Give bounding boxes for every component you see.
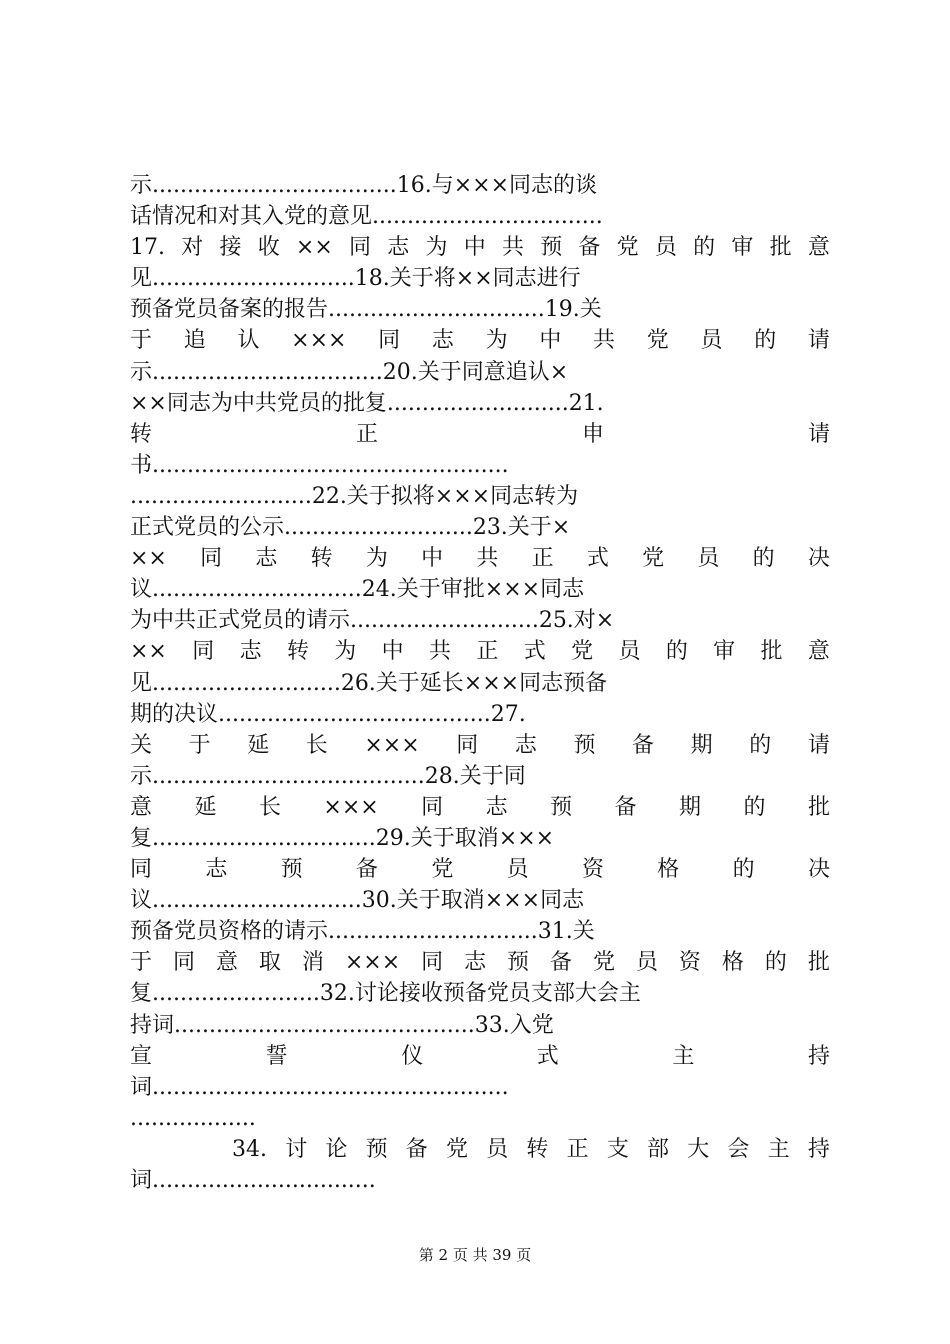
text-token: 17. [130, 235, 165, 261]
text-token: 主 [672, 1043, 695, 1069]
text-token: 中 [421, 546, 444, 572]
text-token: 党 [571, 639, 594, 665]
text-token: 决 [807, 857, 830, 883]
text-token: 取 [258, 950, 281, 976]
text-token: 预 [573, 732, 596, 758]
text-token: 共 [476, 546, 499, 572]
text-token: 员 [700, 328, 723, 354]
text-token: 党 [646, 328, 669, 354]
text-token: 34. [232, 1136, 267, 1162]
text-token: 认 [237, 328, 260, 354]
text-token: 转 [310, 546, 333, 572]
text-line: ..........................22.关于拟将×××同志转为 [130, 483, 579, 509]
text-line: 复................................29.关于取消××× [130, 825, 555, 851]
text-token: 志 [464, 950, 487, 976]
text-token: ××× [344, 950, 401, 976]
text-token: 式 [586, 546, 609, 572]
text-line: 持词...........................................33.入党 [130, 1012, 554, 1038]
text-token: 期 [690, 732, 713, 758]
text-token: 对 [181, 235, 204, 261]
text-token: 意 [807, 639, 830, 665]
text-token: 同 [130, 857, 153, 883]
text-token: 论 [325, 1136, 348, 1162]
text-token: 党 [616, 235, 639, 261]
text-token: 员 [697, 546, 720, 572]
text-line: 示.................................20.关于同意追认× [130, 359, 569, 385]
text-line: 词................................................... [130, 1074, 509, 1100]
text-line [130, 792, 830, 823]
text-token: 批 [807, 794, 830, 820]
text-line: 预备党员资格的请示..............................31.关 [130, 919, 595, 945]
text-token: 预 [540, 235, 563, 261]
text-token: 延 [194, 794, 217, 820]
text-token: 预 [550, 794, 573, 820]
text-token: 请 [807, 328, 830, 354]
text-token: 申 [581, 421, 604, 447]
text-token: 同 [192, 639, 215, 665]
text-token: 备 [355, 857, 378, 883]
text-token: 于 [130, 328, 153, 354]
text-token: ××× [291, 328, 347, 354]
text-token: 志 [205, 857, 228, 883]
text-token: 批 [769, 235, 792, 261]
text-token: 预 [365, 1136, 388, 1162]
text-line [130, 543, 830, 574]
text-token: 接 [219, 235, 242, 261]
text-token: 审 [731, 235, 754, 261]
text-token: 关 [130, 732, 153, 758]
text-token: 消 [301, 950, 324, 976]
text-token: 的 [743, 794, 766, 820]
text-line: 词................................ [130, 1168, 376, 1193]
text-token: 的 [754, 328, 777, 354]
text-token: ××× [364, 732, 420, 758]
text-token: 格 [657, 857, 680, 883]
text-token: 转 [526, 1136, 549, 1162]
text-token: 收 [257, 235, 280, 261]
text-token: 为 [334, 639, 357, 665]
text-token: 批 [760, 639, 783, 665]
text-token: 中 [463, 235, 486, 261]
text-token: 誓 [265, 1043, 288, 1069]
text-token: 同 [378, 328, 401, 354]
text-token: 党 [642, 546, 665, 572]
text-line: 议..............................24.关于审批×××同志 [130, 577, 585, 603]
text-token: 志 [431, 328, 454, 354]
text-line [130, 325, 830, 356]
text-token: 主 [767, 1136, 790, 1162]
text-token: ×× [295, 235, 333, 261]
text-token: 员 [618, 639, 641, 665]
text-line [130, 419, 830, 450]
text-line: 见.............................18.关于将××同志进行 [130, 266, 581, 292]
text-token: 讨 [285, 1136, 308, 1162]
text-line: 期的决议.......................................27. [130, 701, 526, 727]
text-token: 正 [355, 421, 378, 447]
text-token: 的 [752, 546, 775, 572]
text-token: 为 [365, 546, 388, 572]
text-token: 同 [172, 950, 195, 976]
text-line: ××同志为中共党员的批复..........................21. [130, 390, 604, 416]
text-token: 预 [507, 950, 530, 976]
text-token: 为 [485, 328, 508, 354]
text-token: 请 [807, 732, 830, 758]
text-line: 为中共正式党员的请示...........................25.对× [130, 608, 615, 634]
text-line: .................. [130, 1105, 256, 1131]
text-token: 请 [807, 421, 830, 447]
text-line: 示...................................16.与×××同志的谈 [130, 173, 598, 198]
text-token: 备 [614, 794, 637, 820]
text-token: 员 [654, 235, 677, 261]
text-token: 会 [727, 1136, 750, 1162]
text-line [130, 854, 830, 885]
text-line: 示.......................................28.关于同 [130, 763, 526, 789]
document-body [130, 170, 830, 1196]
text-token: 正 [566, 1136, 589, 1162]
text-token: 同 [456, 732, 479, 758]
text-line [130, 1134, 830, 1165]
text-token: 于 [130, 950, 153, 976]
text-token: 持 [807, 1043, 830, 1069]
text-token: 志 [387, 235, 410, 261]
text-token: 同 [349, 235, 372, 261]
text-token: 为 [425, 235, 448, 261]
text-token: 党 [431, 857, 454, 883]
text-token: 同 [200, 546, 223, 572]
text-token: 长 [258, 794, 281, 820]
text-line: 复........................32.讨论接收预备党员支部大会主 [130, 981, 641, 1007]
text-token: 追 [183, 328, 206, 354]
text-token: 员 [486, 1136, 509, 1162]
text-token: 正 [531, 546, 554, 572]
text-token: 于 [188, 732, 211, 758]
text-line: 预备党员备案的报告...............................19.关 [130, 297, 602, 323]
text-line: 话情况和对其入党的意见................................. [130, 204, 603, 230]
text-token: 批 [807, 950, 830, 976]
text-token: 的 [732, 857, 755, 883]
text-token: 仪 [401, 1043, 424, 1069]
text-line: 见...........................26.关于延长×××同志预备 [130, 670, 608, 696]
text-token: 资 [581, 857, 604, 883]
text-token: 志 [239, 639, 262, 665]
text-token: 意 [130, 794, 153, 820]
text-token: 同 [421, 950, 444, 976]
text-token: 的 [764, 950, 787, 976]
text-token: 共 [501, 235, 524, 261]
text-token: 员 [635, 950, 658, 976]
text-token: 的 [693, 235, 716, 261]
text-token: 预 [280, 857, 303, 883]
text-line [130, 232, 830, 263]
text-token: 志 [255, 546, 278, 572]
text-token: 资 [678, 950, 701, 976]
text-line [130, 730, 830, 761]
text-token: 党 [446, 1136, 469, 1162]
text-token: 大 [687, 1136, 710, 1162]
text-token: 备 [578, 235, 601, 261]
text-token: 意 [215, 950, 238, 976]
text-line: 正式党员的公示...........................23.关于× [130, 515, 571, 541]
text-token: 部 [647, 1136, 670, 1162]
text-token: 意 [807, 235, 830, 261]
text-token: 审 [713, 639, 736, 665]
text-token: 备 [550, 950, 573, 976]
text-token: 正 [476, 639, 499, 665]
text-token: 格 [721, 950, 744, 976]
text-token: 党 [592, 950, 615, 976]
text-token: 员 [506, 857, 529, 883]
text-line: 书................................................... [130, 452, 509, 478]
text-token: 的 [749, 732, 772, 758]
text-token: 决 [807, 546, 830, 572]
text-token: 转 [286, 639, 309, 665]
text-token: 共 [593, 328, 616, 354]
text-token: 中 [381, 639, 404, 665]
text-token: 志 [485, 794, 508, 820]
text-token: 式 [523, 639, 546, 665]
text-token: ×× [130, 639, 167, 665]
text-token: 长 [305, 732, 328, 758]
text-line: 议..............................30.关于取消×××同志 [130, 888, 585, 914]
text-token: ××× [323, 794, 379, 820]
text-token: 持 [807, 1136, 830, 1162]
text-token: 备 [632, 732, 655, 758]
text-token: ×× [130, 546, 167, 572]
text-token: 式 [536, 1043, 559, 1069]
text-token: 共 [429, 639, 452, 665]
text-token: 志 [514, 732, 537, 758]
text-token: 转 [130, 421, 153, 447]
text-token: 中 [539, 328, 562, 354]
page-footer: 第 2 页 共 39 页 [418, 1246, 532, 1264]
text-token: 的 [665, 639, 688, 665]
text-token: 宣 [130, 1043, 153, 1069]
text-line [130, 947, 830, 978]
text-token: 备 [405, 1136, 428, 1162]
text-token: 延 [247, 732, 270, 758]
text-token: 期 [679, 794, 702, 820]
text-line [130, 1041, 830, 1072]
text-token: 支 [606, 1136, 629, 1162]
text-token: 同 [421, 794, 444, 820]
text-line [130, 636, 830, 667]
